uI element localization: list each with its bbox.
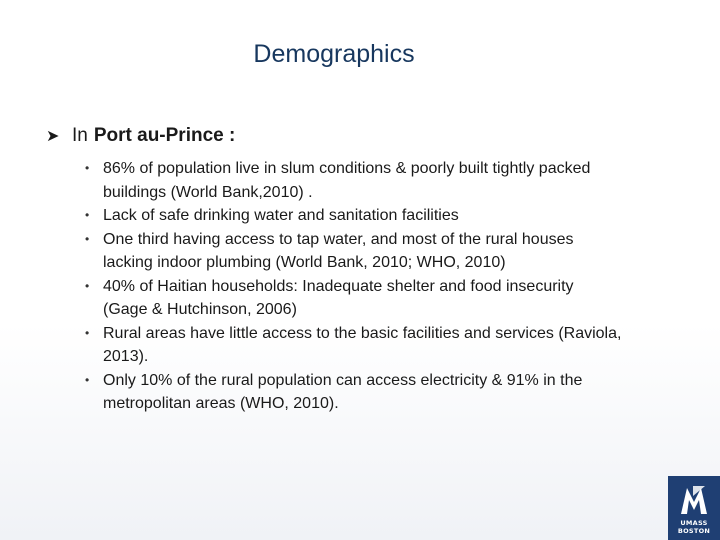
bullet-dot-icon: • (85, 372, 90, 387)
bullet-dot-icon: • (85, 208, 90, 222)
umass-boston-logo (668, 476, 720, 540)
bullet-dot-icon: • (85, 278, 90, 293)
bullet-item (82, 204, 622, 228)
bullet-text: 40% of Haitian households: Inadequate shelter and food insecurity (Gage & Hutchinson, 2006) (103, 277, 574, 318)
bullet-item (82, 369, 622, 416)
bullet-dot-icon: • (85, 231, 90, 246)
bullet-item (82, 157, 622, 204)
bullet-text: One third having access to tap water, and most of the rural houses lacking indoor plumbing (World Bank, 2010; WHO, 2010) (103, 230, 574, 271)
bullet-text: Only 10% of the rural population can access electricity & 91% in the metropolitan areas (WHO, 2010). (103, 371, 583, 412)
arrow-bullet-icon: ➤ (46, 128, 60, 145)
bullet-item (82, 228, 622, 275)
bullet-dot-icon: • (85, 161, 90, 175)
bullet-item (82, 275, 622, 322)
section-heading (46, 125, 235, 147)
bullet-text: Rural areas have little access to the basic facilities and services (Raviola, 2013). (103, 324, 622, 365)
bullet-list (82, 157, 622, 416)
slide-title: Demographics (253, 40, 415, 68)
bullet-text: Lack of safe drinking water and sanitation facilities (103, 207, 459, 224)
logo-line-2: BOSTON (677, 527, 711, 535)
bullet-item (82, 322, 622, 369)
bullet-text: 86% of population live in slum conditions & poorly built tightly packed buildings (World Bank,2010) . (103, 160, 591, 201)
logo-line-1: UMASS (680, 519, 708, 527)
umass-boston-logo-icon (679, 484, 709, 516)
heading-place: Port au-Prince : (93, 125, 236, 146)
heading-prefix: In (72, 125, 88, 146)
bullet-dot-icon: • (85, 325, 90, 340)
